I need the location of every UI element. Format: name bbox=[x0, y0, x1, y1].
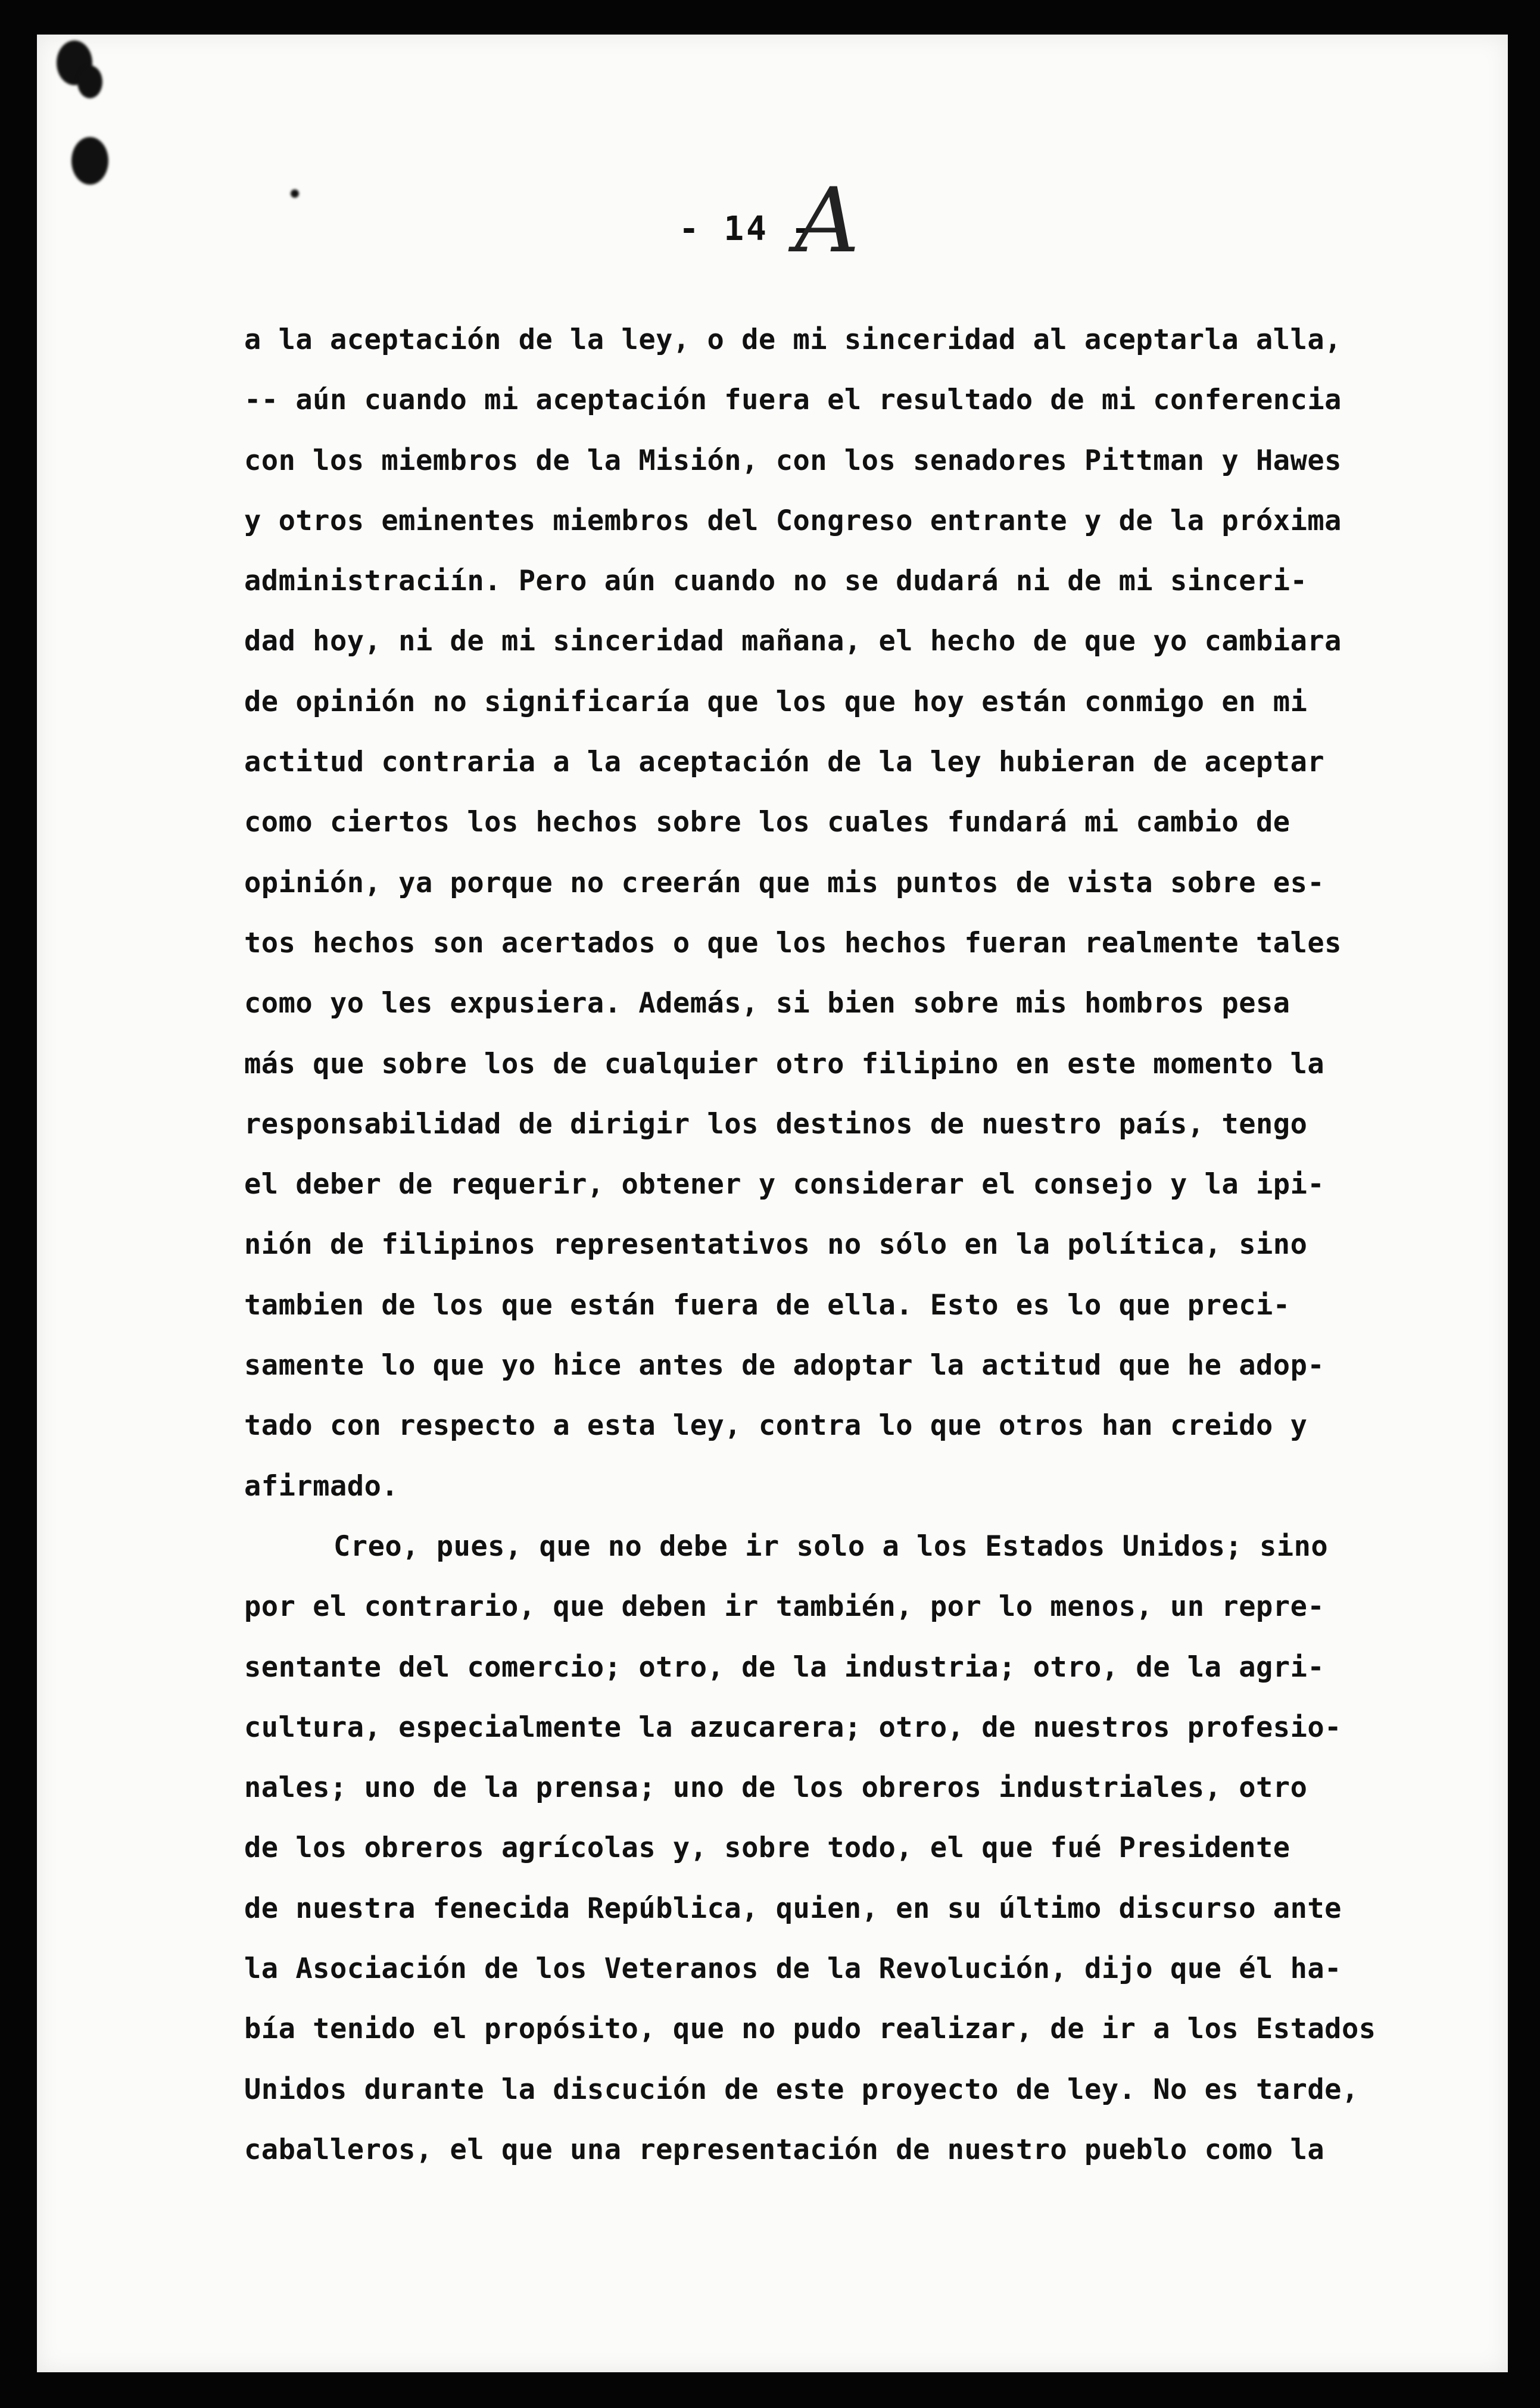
text-line: nales; uno de la prensa; uno de los obreros industriales, otro bbox=[244, 1771, 1308, 1805]
text-line: Unidos durante la discución de este proyecto de ley. No es tarde, bbox=[244, 2073, 1359, 2106]
text-line: tos hechos son acertados o que los hechos fueran realmente tales bbox=[244, 926, 1342, 960]
punch-hole-lower bbox=[71, 137, 108, 185]
text-line: y otros eminentes miembros del Congreso entrante y de la próxima bbox=[244, 504, 1342, 537]
text-line: de nuestra fenecida República, quien, en su último discurso ante bbox=[244, 1892, 1342, 1925]
page-number: - 14 - bbox=[679, 210, 814, 248]
text-line: tambien de los que están fuera de ella. Esto es lo que preci- bbox=[244, 1288, 1290, 1322]
handwritten-page-mark: A bbox=[795, 169, 860, 273]
text-line: más que sobre los de cualquier otro filipino en este momento la bbox=[244, 1047, 1325, 1080]
text-line: -- aún cuando mi aceptación fuera el resultado de mi conferencia bbox=[244, 384, 1342, 417]
text-line: por el contrario, que deben ir también, por lo menos, un repre- bbox=[244, 1590, 1325, 1624]
text-line: actitud contraria a la aceptación de la ley hubieran de aceptar bbox=[244, 746, 1325, 779]
typed-text-body bbox=[244, 310, 1483, 2180]
text-line: responsabilidad de dirigir los destinos de nuestro país, tengo bbox=[244, 1107, 1308, 1141]
text-line: sentante del comercio; otro, de la industria; otro, de la agri- bbox=[244, 1650, 1325, 1684]
text-line: tado con respecto a esta ley, contra lo que otros han creido y bbox=[244, 1409, 1308, 1443]
text-line: de los obreros agrícolas y, sobre todo, el que fué Presidente bbox=[244, 1831, 1290, 1865]
text-line: dad hoy, ni de mi sinceridad mañana, el hecho de que yo cambiara bbox=[244, 625, 1342, 658]
text-line: la Asociación de los Veteranos de la Revolución, dijo que él ha- bbox=[244, 1952, 1342, 1986]
text-line: a la aceptación de la ley, o de mi sinceridad al aceptarla alla, bbox=[244, 323, 1342, 356]
text-line: como yo les expusiera. Además, si bien sobre mis hombros pesa bbox=[244, 987, 1290, 1020]
text-line: samente lo que yo hice antes de adoptar la actitud que he adop- bbox=[244, 1349, 1325, 1382]
punch-hole-top-secondary bbox=[77, 66, 102, 98]
text-line: como ciertos los hechos sobre los cuales fundará mi cambio de bbox=[244, 806, 1290, 839]
text-line-paragraph-start: Creo, pues, que no debe ir solo a los Estados Unidos; sino bbox=[333, 1529, 1329, 1563]
text-line: afirmado. bbox=[244, 1469, 399, 1503]
text-line: opinión, ya porque no creerán que mis puntos de vista sobre es- bbox=[244, 866, 1325, 899]
text-line: bía tenido el propósito, que no pudo realizar, de ir a los Estados bbox=[244, 2013, 1376, 2046]
text-line: caballeros, el que una representación de nuestro pueblo como la bbox=[244, 2133, 1325, 2166]
text-line: administraciín. Pero aún cuando no se dudará ni de mi sinceri- bbox=[244, 565, 1308, 598]
text-line: con los miembros de la Misión, con los senadores Pittman y Hawes bbox=[244, 444, 1342, 477]
text-line: cultura, especialmente la azucarera; otro, de nuestros profesio- bbox=[244, 1711, 1342, 1744]
text-line: nión de filipinos representativos no sólo en la política, sino bbox=[244, 1228, 1308, 1261]
text-line: el deber de requerir, obtener y considerar el consejo y la ipi- bbox=[244, 1168, 1325, 1201]
text-line: de opinión no significaría que los que hoy están conmigo en mi bbox=[244, 685, 1308, 718]
ink-dot bbox=[291, 189, 299, 198]
